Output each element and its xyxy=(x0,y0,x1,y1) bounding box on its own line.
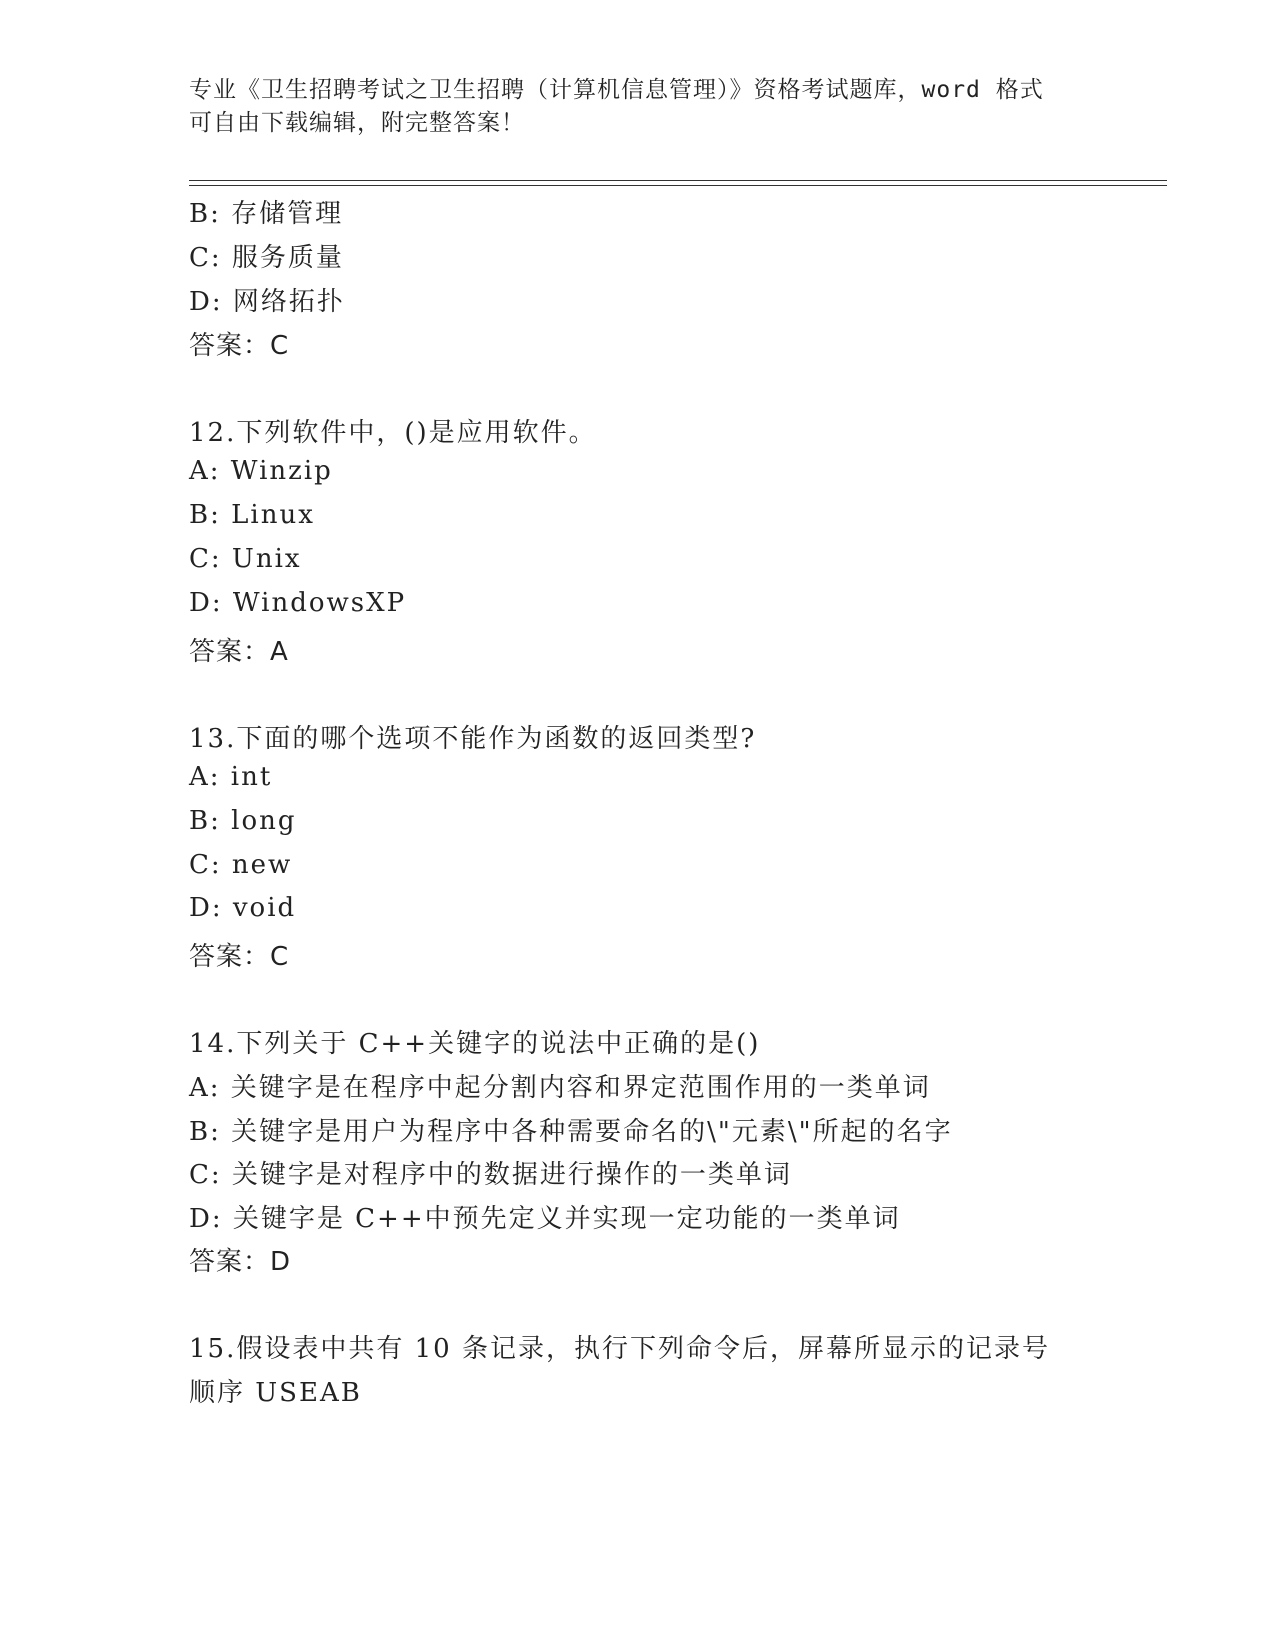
q14-option-a: A: 关键字是在程序中起分割内容和界定范围作用的一类单词 xyxy=(189,1073,931,1103)
q14-option-b: B: 关键字是用户为程序中各种需要命名的\"元素\"所起的名字 xyxy=(189,1117,953,1147)
header-line-2: 可自由下载编辑，附完整答案！ xyxy=(189,110,525,136)
q14-question: 14.下列关于 C++关键字的说法中正确的是() xyxy=(189,1029,761,1059)
q15-question-line-2: 顺序 USEAB xyxy=(189,1378,362,1408)
q12-option-b: B: Linux xyxy=(189,500,315,530)
q12-question: 12.下列软件中，()是应用软件。 xyxy=(189,418,597,448)
q13-option-b: B: long xyxy=(189,806,297,836)
q13-option-d: D: void xyxy=(189,893,297,923)
q12-answer: 答案：A xyxy=(189,637,289,667)
q14-option-d: D: 关键字是 C++中预先定义并实现一定功能的一类单词 xyxy=(189,1204,901,1234)
q12-option-a: A: Winzip xyxy=(189,456,333,486)
header-divider-top xyxy=(189,180,1167,181)
q13-answer: 答案：C xyxy=(189,942,290,972)
q12-option-c: C: Unix xyxy=(189,544,302,574)
q13-option-a: A: int xyxy=(189,762,273,792)
q14-answer: 答案：D xyxy=(189,1247,292,1277)
q12-option-d: D: WindowsXP xyxy=(189,588,407,618)
header-line-1: 专业《卫生招聘考试之卫生招聘（计算机信息管理）》资格考试题库，word 格式 xyxy=(189,77,1044,103)
q14-option-c: C: 关键字是对程序中的数据进行操作的一类单词 xyxy=(189,1160,792,1190)
q11-option-c: C: 服务质量 xyxy=(189,243,344,273)
q15-question-line-1: 15.假设表中共有 10 条记录，执行下列命令后，屏幕所显示的记录号 xyxy=(189,1334,1050,1364)
q13-option-c: C: new xyxy=(189,850,293,880)
q13-question: 13.下面的哪个选项不能作为函数的返回类型? xyxy=(189,724,757,754)
header-divider-bottom xyxy=(189,185,1167,186)
document-header xyxy=(189,74,1089,140)
q11-answer: 答案：C xyxy=(189,331,290,361)
q11-option-d: D: 网络拓扑 xyxy=(189,287,345,317)
q11-option-b: B: 存储管理 xyxy=(189,199,344,229)
